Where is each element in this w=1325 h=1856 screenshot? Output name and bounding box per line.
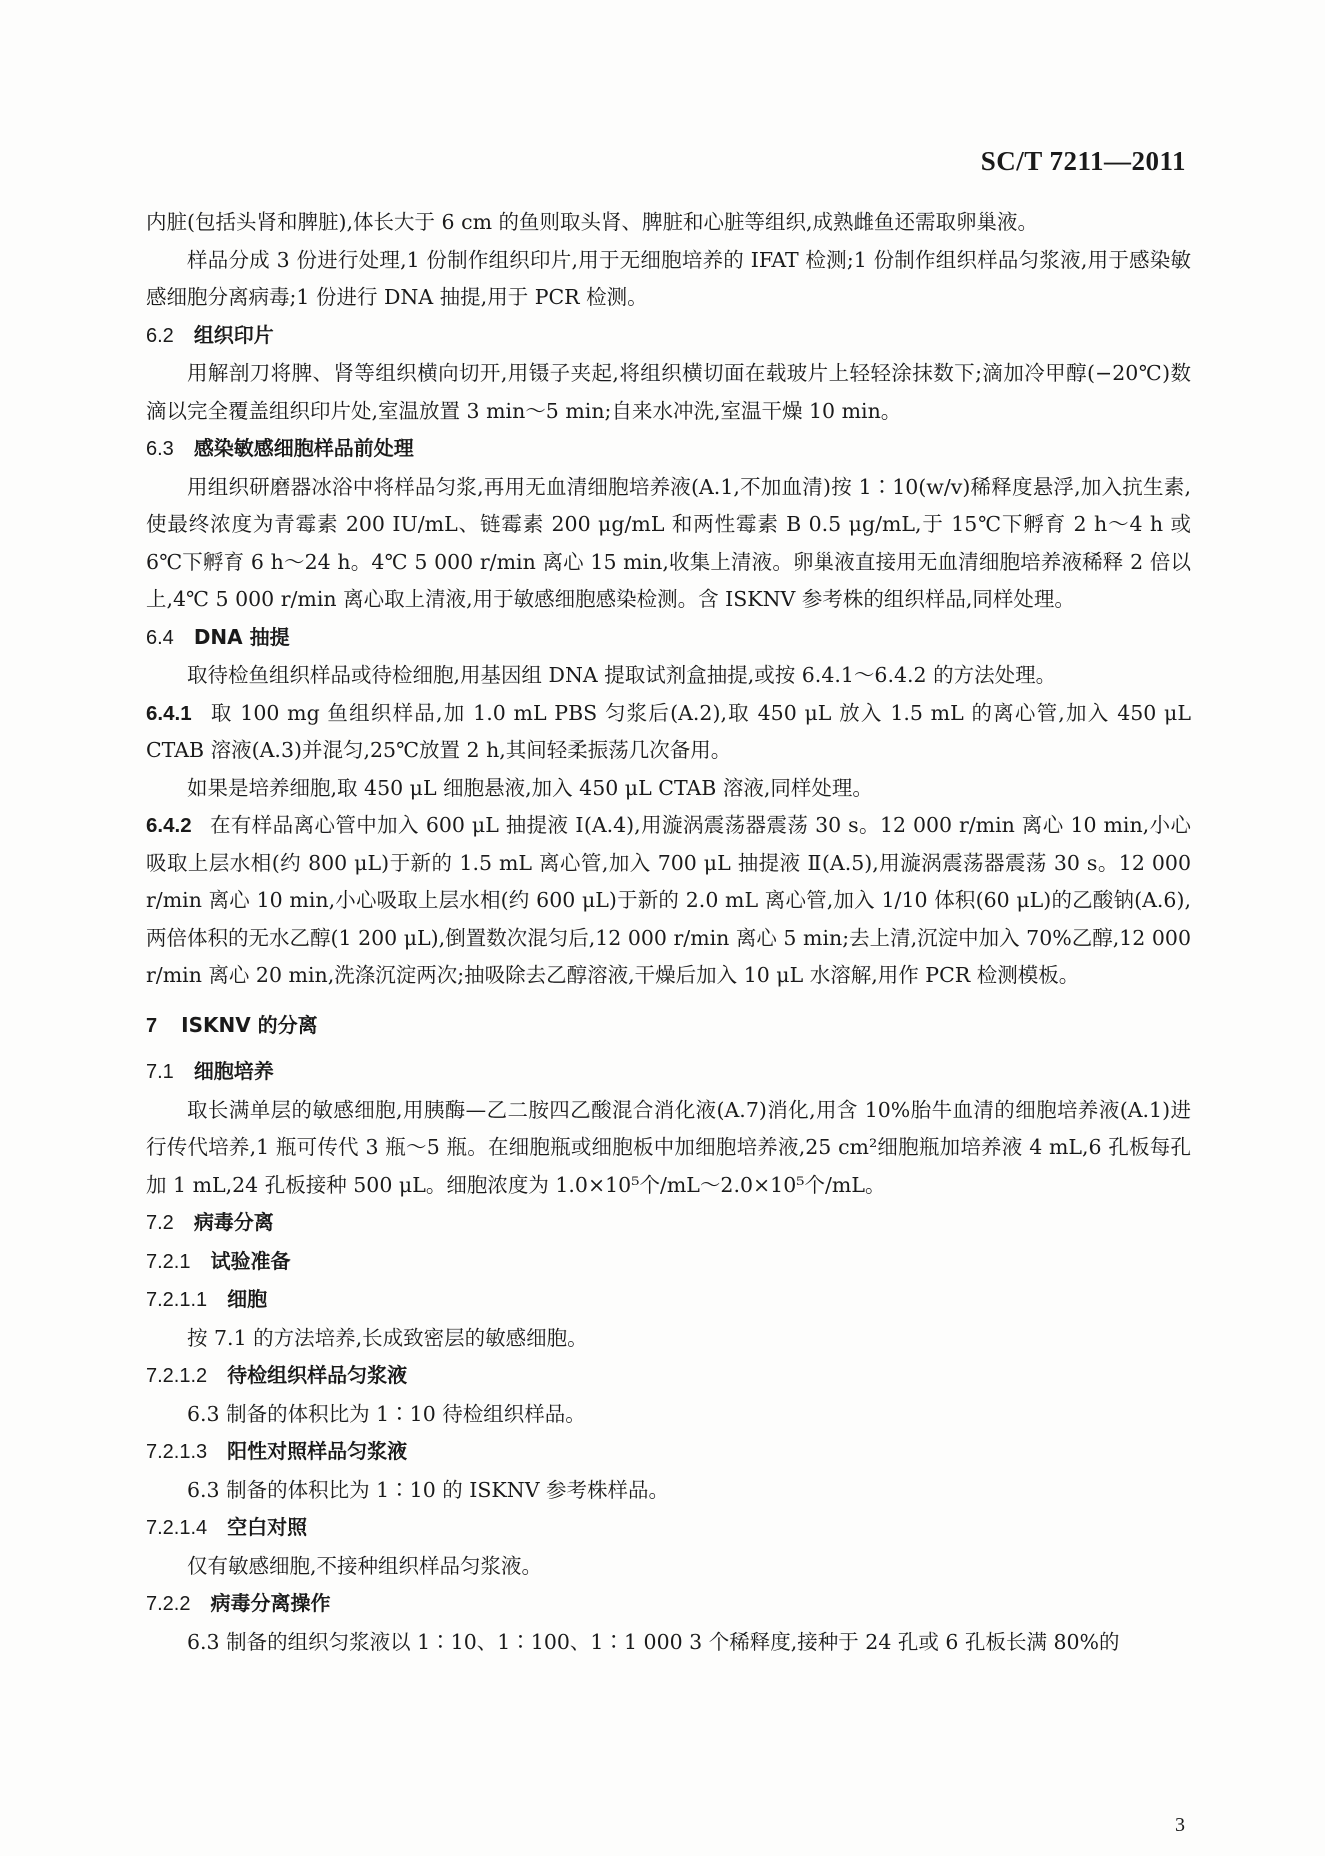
section-number: 6.3	[146, 438, 174, 460]
section-title: 病毒分离	[193, 1210, 274, 1234]
section-title: 细胞培养	[193, 1059, 274, 1083]
numbered-paragraph	[146, 807, 1191, 995]
section-number: 7.2.1.1	[146, 1289, 208, 1311]
section-heading	[146, 1585, 1191, 1624]
section-title: DNA 抽提	[193, 624, 290, 649]
paragraph: 6.3 制备的组织匀浆液以 1∶10、1∶100、1∶1 000 3 个稀释度,接种于 24 孔或 6 孔板长满 80%的	[187, 1629, 1120, 1654]
section-heading	[146, 1053, 1191, 1092]
paragraph: 如果是培养细胞,取 450 μL 细胞悬液,加入 450 μL CTAB 溶液,同样处理。	[187, 775, 873, 800]
section-title: ISKNV 的分离	[181, 1012, 318, 1037]
section-number: 7.2.1	[146, 1250, 191, 1273]
section-heading	[146, 1007, 1191, 1046]
paragraph: 用组织研磨器冰浴中将样品匀浆,再用无血清细胞培养液(A.1,不加血清)按 1∶10(w/v)稀释度悬浮,加入抗生素,使最终浓度为青霉素 200 IU/mL、链霉素 200 μg/mL 和两性霉素 B 0.5 μg/mL,于 15℃下孵育 2 h～4 h 或 6℃下孵育 6 h～24 h。4℃ 5 000 r/min 离心 15 min,收集上清液。卵巢液直接用无血清细胞培养液稀释 2 倍以上,4℃ 5 000 r/min 离心取上清液,用于敏感细胞感染检测。含 ISKNV 参考株的组织样品,同样处理。	[146, 474, 1191, 611]
numbered-paragraph	[146, 695, 1191, 770]
paragraph-text: 取 100 mg 鱼组织样品,加 1.0 mL PBS 匀浆后(A.2),取 450 μL 放入 1.5 mL 的离心管,加入 450 μL CTAB 溶液(A.3)并混匀,25℃放置 2 h,其间轻柔振荡几次备用。	[146, 700, 1191, 762]
section-heading	[146, 1281, 1191, 1320]
section-heading	[146, 1357, 1191, 1396]
paragraph: 取长满单层的敏感细胞,用胰酶—乙二胺四乙酸混合消化液(A.7)消化,用含 10%胎牛血清的细胞培养液(A.1)进行传代培养,1 瓶可传代 3 瓶～5 瓶。在细胞瓶或细胞板中加细胞培养液,25 cm²细胞瓶加培养液 4 mL,6 孔板每孔加 1 mL,24 孔板接种 500 μL。细胞浓度为 1.0×10⁵个/mL～2.0×10⁵个/mL。	[146, 1097, 1191, 1197]
section-title: 空白对照	[227, 1515, 308, 1539]
section-number: 6.2	[146, 324, 174, 347]
section-heading	[146, 1433, 1191, 1472]
section-heading	[146, 1204, 1191, 1243]
section-number: 7.2	[146, 1212, 174, 1234]
section-title: 组织印片	[193, 322, 274, 347]
paragraph: 样品分成 3 份进行处理,1 份制作组织印片,用于无细胞培养的 IFAT 检测;1 份制作组织样品匀浆液,用于感染敏感细胞分离病毒;1 份进行 DNA 抽提,用于 PCR 检测。	[146, 247, 1191, 309]
section-number: 7.1	[146, 1061, 174, 1083]
section-number: 7.2.1.3	[146, 1441, 208, 1463]
section-title: 细胞	[227, 1287, 268, 1311]
paragraph: 取待检鱼组织样品或待检细胞,用基因组 DNA 提取试剂盒抽提,或按 6.4.1～6.4.2 的方法处理。	[187, 663, 1057, 687]
paragraph: 6.3 制备的体积比为 1∶10 的 ISKNV 参考株样品。	[187, 1477, 670, 1502]
section-heading	[146, 1509, 1191, 1548]
page-number: 3	[1175, 1814, 1185, 1836]
section-heading	[146, 1243, 1191, 1282]
paragraph-number: 6.4.1	[146, 701, 192, 725]
paragraph-number: 6.4.2	[146, 814, 192, 837]
section-number: 7.2.1.4	[146, 1517, 208, 1539]
paragraph: 按 7.1 的方法培养,长成致密层的敏感细胞。	[187, 1325, 588, 1350]
section-heading	[146, 430, 1191, 469]
paragraph: 内脏(包括头肾和脾脏),体长大于 6 cm 的鱼则取头肾、脾脏和心脏等组织,成熟雌鱼还需取卵巢液。	[146, 210, 1039, 234]
section-number: 7.2.1.2	[146, 1365, 208, 1387]
section-heading	[146, 619, 1191, 658]
section-title: 待检组织样品匀浆液	[227, 1363, 408, 1387]
section-title: 病毒分离操作	[210, 1591, 331, 1615]
section-title: 试验准备	[210, 1248, 291, 1273]
document-body	[146, 204, 1191, 1661]
standard-number: SC/T 7211—2011	[980, 146, 1186, 176]
section-title: 感染敏感细胞样品前处理	[193, 436, 414, 460]
section-title: 阳性对照样品匀浆液	[227, 1439, 408, 1463]
section-number: 7	[146, 1014, 158, 1037]
paragraph: 仅有敏感细胞,不接种组织样品匀浆液。	[187, 1553, 543, 1578]
paragraph: 用解剖刀将脾、肾等组织横向切开,用镊子夹起,将组织横切面在载玻片上轻轻涂抹数下;滴加冷甲醇(−20℃)数滴以完全覆盖组织印片处,室温放置 3 min～5 min;自来水冲洗,室温干燥 10 min。	[146, 361, 1191, 423]
section-number: 6.4	[146, 626, 174, 649]
paragraph: 6.3 制备的体积比为 1∶10 待检组织样品。	[187, 1401, 586, 1426]
section-number: 7.2.2	[146, 1593, 191, 1615]
section-heading	[146, 317, 1191, 356]
paragraph-text: 在有样品离心管中加入 600 μL 抽提液 Ⅰ(A.4),用漩涡震荡器震荡 30 s。12 000 r/min 离心 10 min,小心吸取上层水相(约 800 μL)于新的 1.5 mL 离心管,加入 700 μL 抽提液 Ⅱ(A.5),用漩涡震荡器震荡 30 s。12 000 r/min 离心 10 min,小心吸取上层水相(约 600 μL)于新的 2.0 mL 离心管,加入 1/10 体积(60 μL)的乙酸钠(A.6),两倍体积的无水乙醇(1 200 μL),倒置数次混匀后,12 000 r/min 离心 5 min;去上清,沉淀中加入 70%乙醇,12 000 r/min 离心 20 min,洗涤沉淀两次;抽吸除去乙醇溶液,干燥后加入 10 μL 水溶解,用作 PCR 检测模板。	[146, 813, 1191, 987]
